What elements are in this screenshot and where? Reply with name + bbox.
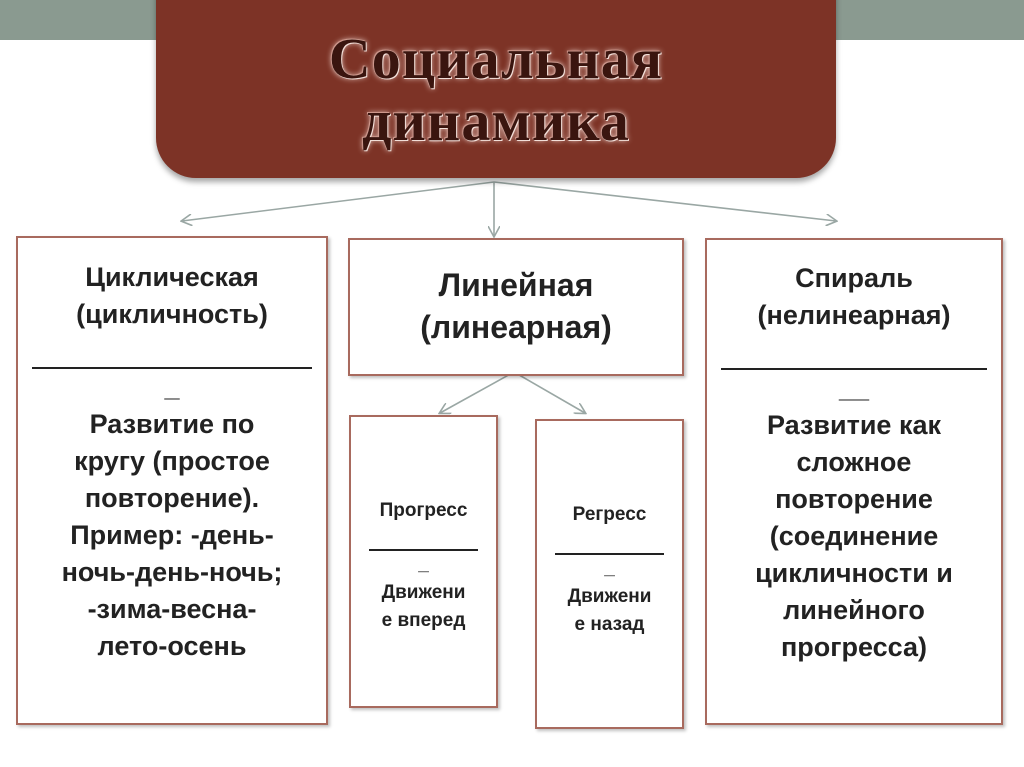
spiral-body-line-1: Развитие как bbox=[767, 410, 941, 440]
regress-body-line-2: е назад bbox=[574, 614, 645, 635]
arrow-to-cyclic bbox=[182, 182, 494, 221]
progress-body-line-2: е вперед bbox=[381, 610, 466, 631]
spiral-body-line-5: цикличности и bbox=[755, 558, 953, 588]
regress-dash: _ bbox=[604, 558, 615, 579]
linear-box bbox=[348, 238, 684, 376]
linear-heading-line-1: Линейная bbox=[438, 267, 594, 303]
spiral-body-line-4: (соединение bbox=[769, 521, 939, 551]
cyclic-box bbox=[16, 236, 328, 725]
spiral-heading-line-2: (нелинеарная) bbox=[757, 300, 951, 330]
regress-box bbox=[535, 419, 684, 729]
spiral-body-line-2: сложное bbox=[796, 447, 912, 477]
cyclic-body-line-6: -зима-весна- bbox=[87, 594, 257, 624]
regress-heading: Регресс bbox=[572, 504, 647, 525]
spiral-body-line-7: прогресса) bbox=[780, 632, 928, 662]
spiral-divider bbox=[721, 334, 987, 370]
progress-heading: Прогресс bbox=[379, 500, 468, 521]
cyclic-body-line-5: ночь-день-ночь; bbox=[61, 557, 283, 587]
cyclic-heading-line-1: Циклическая bbox=[85, 262, 259, 292]
spiral-heading-line-1: Спираль bbox=[795, 263, 913, 293]
progress-divider bbox=[369, 525, 478, 551]
title-box bbox=[156, 0, 836, 178]
arrow-to-spiral bbox=[494, 182, 836, 221]
cyclic-body-line-2: кругу (простое bbox=[74, 446, 270, 476]
arrow-to-progress bbox=[440, 372, 514, 413]
progress-box bbox=[349, 415, 498, 708]
cyclic-body-line-1: Развитие по bbox=[89, 409, 255, 439]
cyclic-body-line-4: Пример: -день- bbox=[70, 520, 274, 550]
cyclic-body-line-7: лето-осень bbox=[97, 631, 247, 661]
spiral-dash: __ bbox=[838, 373, 870, 403]
spiral-body-line-3: повторение bbox=[775, 484, 933, 514]
progress-dash: _ bbox=[418, 554, 429, 575]
cyclic-divider bbox=[32, 333, 312, 369]
spiral-box bbox=[705, 238, 1003, 725]
cyclic-heading-line-2: (цикличность) bbox=[76, 299, 268, 329]
title-line-2: динамика bbox=[362, 88, 630, 153]
progress-body-line-1: Движени bbox=[381, 582, 466, 603]
cyclic-body-line-3: повторение). bbox=[84, 483, 260, 513]
linear-heading-line-2: (линеарная) bbox=[420, 309, 612, 345]
regress-body-line-1: Движени bbox=[567, 586, 652, 607]
cyclic-dash: _ bbox=[164, 372, 180, 402]
title-line-1: Социальная bbox=[328, 26, 664, 91]
regress-divider bbox=[555, 529, 664, 555]
arrow-to-regress bbox=[514, 372, 585, 413]
spiral-body-line-6: линейного bbox=[783, 595, 925, 625]
